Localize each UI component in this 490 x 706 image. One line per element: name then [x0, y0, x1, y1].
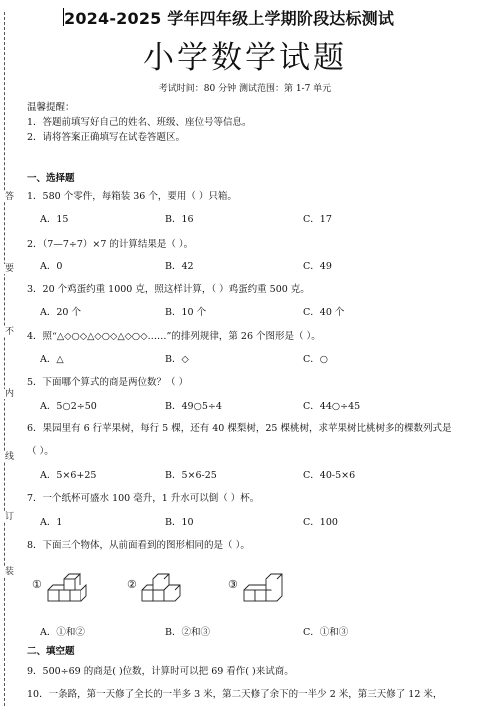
cube-figure-1: [44, 570, 94, 610]
binding-dashed-line: [4, 12, 14, 706]
question-text: 6．果园里有 6 行苹果树，每行 5 棵，还有 40 棵梨树，25 棵桃树，求苹果树比桃树多的棵数列式是: [27, 423, 452, 434]
question-text: 1．580 个零件，每箱装 36 个，要用（ ）只箱。: [27, 191, 237, 202]
exam-header-title: 2024-2025 学年四年级上学期阶段达标测试: [64, 9, 395, 28]
option-a: A．0: [40, 261, 63, 272]
question-text: 5．下面哪个算式的商是两位数？（ ）: [27, 377, 189, 388]
question-text-continued: （ ）。: [27, 446, 54, 457]
option-a: A．15: [40, 214, 69, 225]
question-text: 7．一个纸杯可盛水 100 毫升，1 升水可以倒（ ）杯。: [27, 493, 260, 504]
option-b: B．5×6-25: [165, 470, 217, 481]
exam-big-title: 小学数学试题: [143, 40, 347, 76]
question-text: 8．下面三个物体，从前面看到的图形相同的是（ ）。: [27, 540, 250, 551]
section-heading: 二、填空题: [27, 646, 75, 657]
figure-label-1: ①: [32, 578, 42, 591]
option-b: B．16: [165, 214, 194, 225]
cube-figure-3: [240, 566, 295, 610]
option-c: C．44○÷45: [303, 401, 361, 412]
option-b: B．10: [165, 517, 194, 528]
option-c: C．40-5×6: [303, 470, 356, 481]
option-c: C．○: [303, 354, 329, 365]
figure-label-2: ②: [127, 578, 137, 591]
question-text: 4．照“△◇○◇△◇○◇△◇○◇……”的排列规律，第 26 个图形是（ ）。: [27, 331, 321, 342]
section-heading: 一、选择题: [27, 173, 75, 184]
binding-char: 要: [4, 264, 14, 274]
fill-question: 10．一条路，第一天修了全长的一半多 3 米，第二天修了余下的一半少 2 米，第三天修了 12 米，: [27, 689, 443, 700]
figure-label-3: ③: [228, 578, 238, 591]
instructions-heading: 温馨提醒：: [27, 102, 75, 113]
binding-char: 答: [4, 192, 14, 202]
option-b: B．◇: [165, 354, 189, 365]
option-a: A．1: [40, 517, 63, 528]
binding-char: 装: [4, 567, 14, 577]
option-a: A．①和②: [40, 627, 85, 638]
option-a: A．5×6+25: [40, 470, 97, 481]
fill-question: 9．500÷69 的商是( )位数，计算时可以把 69 看作( )来试商。: [27, 666, 294, 677]
exam-info: 考试时间：80 分钟 测试范围：第 1-7 单元: [158, 84, 332, 94]
option-a: A．20 个: [40, 307, 81, 318]
option-c: C．100: [303, 517, 338, 528]
option-c: C．17: [303, 214, 332, 225]
option-c: C．40 个: [303, 307, 345, 318]
option-b: B．10 个: [165, 307, 207, 318]
instruction-item: 2．请将答案正确填写在试卷答题区。: [27, 132, 186, 143]
binding-char: 订: [4, 512, 14, 522]
option-b: B．②和③: [165, 627, 210, 638]
cube-figure-2: [138, 566, 188, 610]
binding-char: 线: [4, 452, 14, 462]
option-c: C．①和③: [303, 627, 349, 638]
question-text: 2．（7—7÷7）×7 的计算结果是（ ）。: [27, 239, 194, 250]
option-b: B．42: [165, 261, 194, 272]
binding-char: 内: [4, 389, 14, 399]
option-a: A．5○2÷50: [40, 401, 97, 412]
binding-char: 不: [4, 327, 14, 337]
instruction-item: 1．答题前填写好自己的姓名、班级、座位号等信息。: [27, 117, 252, 128]
question-text: 3．20 个鸡蛋约重 1000 克，照这样计算，（ ）鸡蛋约重 500 克。: [27, 284, 310, 295]
option-a: A．△: [40, 354, 64, 365]
option-c: C．49: [303, 261, 332, 272]
option-b: B．49○5÷4: [165, 401, 222, 412]
